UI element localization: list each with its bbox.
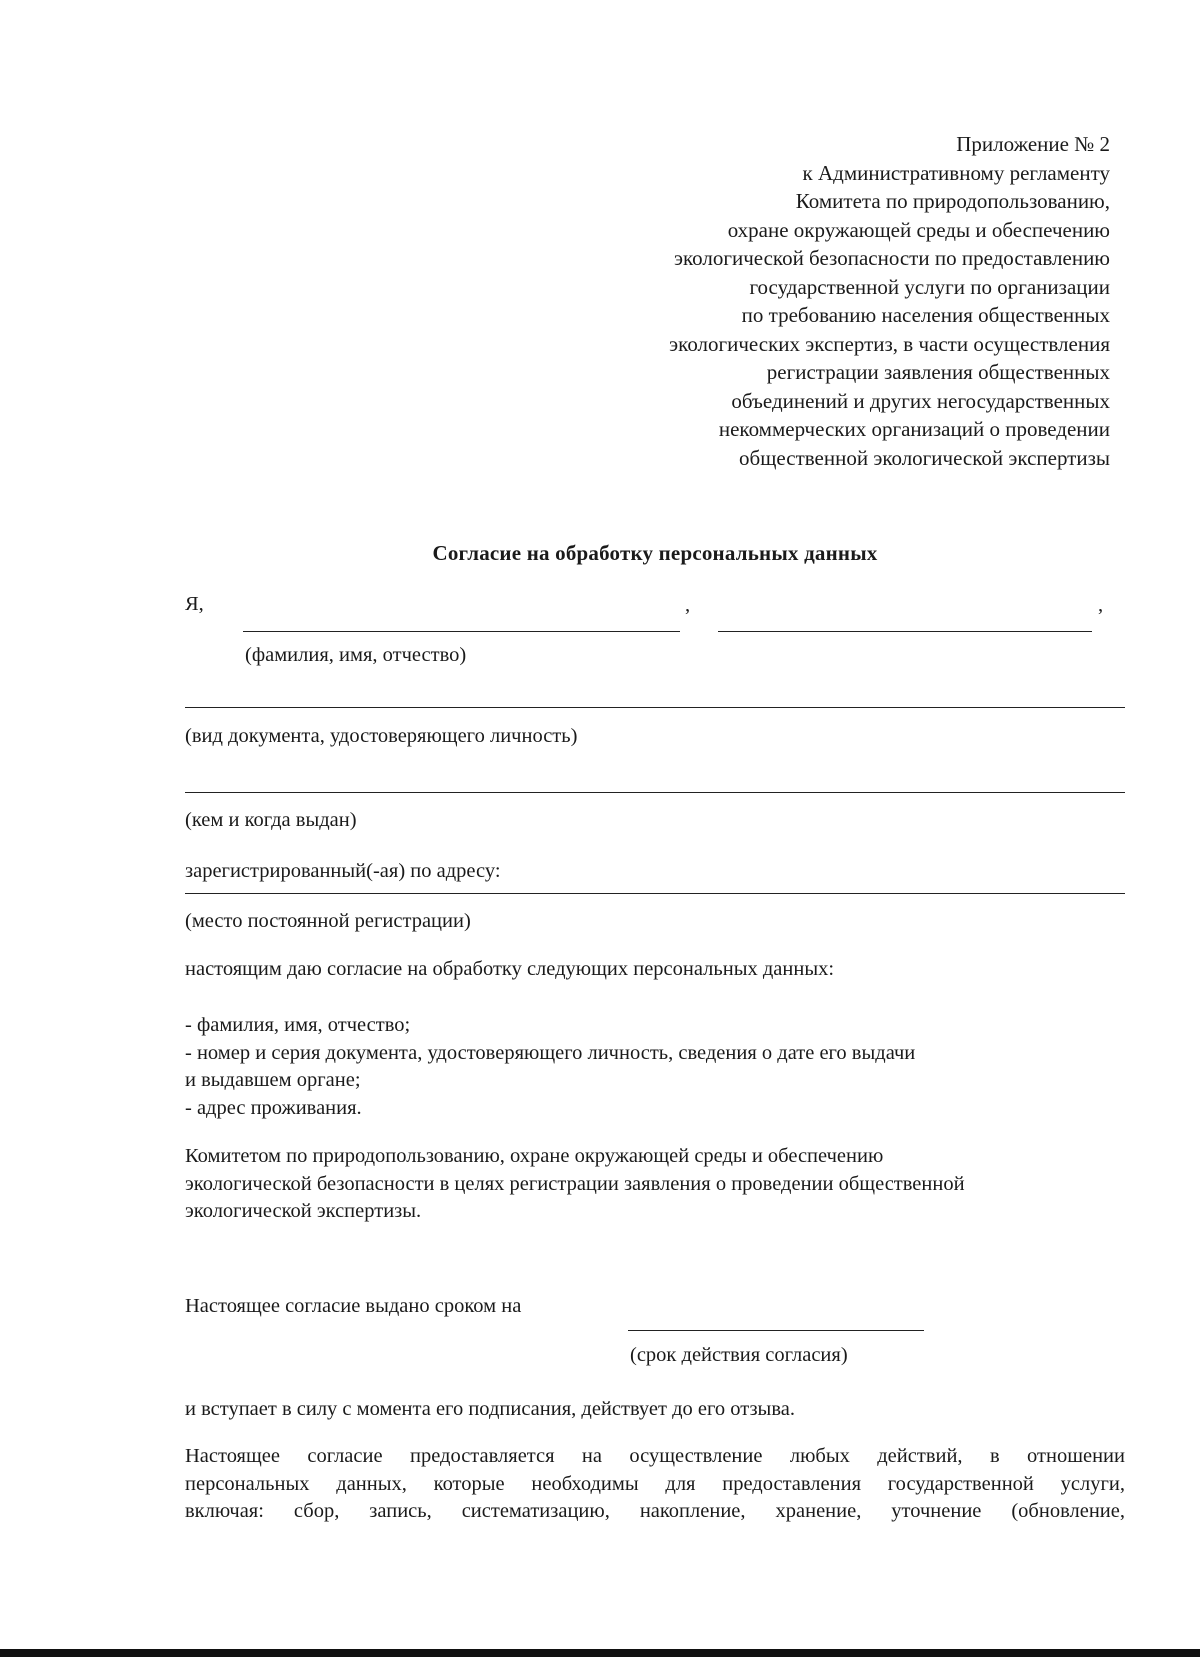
fio-caption: (фамилия, имя, отчество) — [245, 644, 467, 666]
effective-text: и вступает в силу с момента его подписания, действует до его отзыва. — [185, 1398, 795, 1420]
appendix-header — [550, 130, 1110, 472]
appendix-line: регистрации заявления общественных — [766, 360, 1110, 384]
list-item: - номер и серия документа, удостоверяющего личность, сведения о дате его выдачи — [185, 1041, 916, 1064]
fio-field-line-2[interactable] — [718, 631, 1092, 632]
document-field-line[interactable] — [185, 707, 1125, 708]
term-field-line[interactable] — [628, 1330, 924, 1331]
appendix-line: к Административному регламенту — [802, 160, 1110, 185]
comma-separator: , — [1098, 594, 1104, 616]
i-label: Я, — [185, 593, 204, 615]
appendix-line: некоммерческих организаций о проведении — [718, 417, 1110, 441]
registered-label: зарегистрированный(-ая) по адресу: — [185, 860, 501, 882]
appendix-line: объединений и других негосударственных — [731, 388, 1110, 413]
paragraph-line: персональных данных, которые необходимы для предоставления государственной услуги, — [185, 1472, 1125, 1495]
appendix-line: государственной услуги по организации — [749, 274, 1110, 299]
document-title: Согласие на обработку персональных данных — [432, 541, 878, 565]
appendix-line: по требованию населения общественных — [741, 303, 1110, 327]
registration-field-line[interactable] — [185, 893, 1125, 894]
appendix-line: экологической безопасности по предоставлению — [674, 246, 1110, 270]
fio-field-line[interactable] — [243, 631, 680, 632]
paragraph-line: Комитетом по природопользованию, охране окружающей среды и обеспечению — [185, 1145, 884, 1167]
paragraph-line: включая: сбор, запись, систематизацию, накопление, хранение, уточнение (обновление, — [185, 1500, 1125, 1522]
final-paragraph — [185, 1443, 1125, 1526]
list-item: - фамилия, имя, отчество; — [185, 1014, 411, 1036]
appendix-line: экологических экспертиз, в части осуществления — [669, 331, 1110, 356]
term-label: Настоящее согласие выдано сроком на — [185, 1295, 522, 1317]
term-caption: (срок действия согласия) — [630, 1344, 848, 1366]
document-caption: (вид документа, удостоверяющего личность) — [185, 725, 578, 747]
paragraph-line: экологической безопасности в целях регистрации заявления о проведении общественной — [185, 1172, 965, 1195]
comma-separator: , — [685, 594, 691, 616]
list-item: и выдавшем органе; — [185, 1069, 361, 1091]
committee-paragraph — [185, 1143, 1125, 1226]
appendix-line: общественной экологической экспертизы — [739, 445, 1110, 470]
personal-data-list — [185, 1012, 1125, 1122]
appendix-line: Комитета по природопользованию, — [795, 189, 1110, 213]
scan-edge — [0, 1649, 1200, 1657]
appendix-line: Приложение № 2 — [956, 132, 1110, 156]
list-item: - адрес проживания. — [185, 1096, 362, 1119]
paragraph-line: экологической экспертизы. — [185, 1200, 422, 1222]
registration-caption: (место постоянной регистрации) — [185, 910, 471, 932]
issued-caption: (кем и когда выдан) — [185, 809, 357, 831]
consent-intro: настоящим даю согласие на обработку следующих персональных данных: — [185, 958, 835, 980]
paragraph-line: Настоящее согласие предоставляется на осуществление любых действий, в отношении — [185, 1445, 1125, 1467]
appendix-line: охране окружающей среды и обеспечению — [727, 217, 1110, 242]
issued-field-line[interactable] — [185, 792, 1125, 793]
